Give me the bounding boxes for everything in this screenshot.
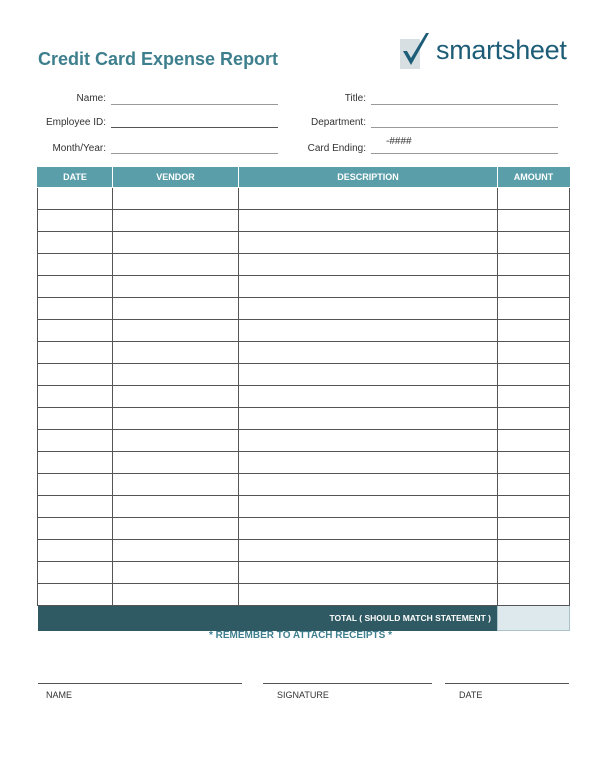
card-ending-field[interactable] xyxy=(371,153,558,154)
vendor-cell[interactable] xyxy=(113,430,239,452)
table-row xyxy=(38,210,570,232)
vendor-cell[interactable] xyxy=(113,342,239,364)
description-cell[interactable] xyxy=(239,452,498,474)
month-year-field[interactable] xyxy=(111,153,278,154)
description-cell[interactable] xyxy=(239,210,498,232)
date-signature-label: DATE xyxy=(459,690,483,700)
date-cell[interactable] xyxy=(38,342,113,364)
table-row xyxy=(38,408,570,430)
date-cell[interactable] xyxy=(38,254,113,276)
amount-cell[interactable] xyxy=(498,232,570,254)
vendor-cell[interactable] xyxy=(113,474,239,496)
description-cell[interactable] xyxy=(239,408,498,430)
vendor-cell[interactable] xyxy=(113,320,239,342)
table-row xyxy=(38,254,570,276)
vendor-cell[interactable] xyxy=(113,276,239,298)
title-field[interactable] xyxy=(371,104,558,105)
total-amount-cell[interactable] xyxy=(498,606,570,631)
date-cell[interactable] xyxy=(38,320,113,342)
date-cell[interactable] xyxy=(38,188,113,210)
table-row xyxy=(38,276,570,298)
date-cell[interactable] xyxy=(38,298,113,320)
amount-cell[interactable] xyxy=(498,276,570,298)
description-cell[interactable] xyxy=(239,298,498,320)
amount-cell[interactable] xyxy=(498,298,570,320)
date-cell[interactable] xyxy=(38,232,113,254)
date-cell[interactable] xyxy=(38,364,113,386)
description-cell[interactable] xyxy=(239,496,498,518)
vendor-cell[interactable] xyxy=(113,210,239,232)
amount-cell[interactable] xyxy=(498,562,570,584)
amount-cell[interactable] xyxy=(498,518,570,540)
logo-text: smartsheet xyxy=(436,35,567,65)
date-cell[interactable] xyxy=(38,276,113,298)
date-column-header: DATE xyxy=(38,167,113,188)
date-cell[interactable] xyxy=(38,540,113,562)
vendor-cell[interactable] xyxy=(113,562,239,584)
card-ending-value: -#### xyxy=(386,136,412,147)
amount-cell[interactable] xyxy=(498,540,570,562)
amount-cell[interactable] xyxy=(498,188,570,210)
table-row xyxy=(38,386,570,408)
date-cell[interactable] xyxy=(38,496,113,518)
employee-id-label: Employee ID: xyxy=(45,117,106,128)
date-cell[interactable] xyxy=(38,518,113,540)
name-signature-line[interactable] xyxy=(38,683,242,684)
description-cell[interactable] xyxy=(239,188,498,210)
card-ending-label: Card Ending: xyxy=(307,143,366,154)
table-row xyxy=(38,474,570,496)
vendor-cell[interactable] xyxy=(113,254,239,276)
vendor-cell[interactable] xyxy=(113,386,239,408)
signature-line[interactable] xyxy=(263,683,432,684)
table-row xyxy=(38,364,570,386)
vendor-cell[interactable] xyxy=(113,298,239,320)
page-title: Credit Card Expense Report xyxy=(38,49,279,69)
description-cell[interactable] xyxy=(239,474,498,496)
amount-cell[interactable] xyxy=(498,364,570,386)
name-label: Name: xyxy=(76,93,106,104)
expense-table xyxy=(37,167,570,631)
signature-label: SIGNATURE xyxy=(277,690,329,700)
amount-cell[interactable] xyxy=(498,496,570,518)
vendor-cell[interactable] xyxy=(113,408,239,430)
table-row xyxy=(38,540,570,562)
check-mark-icon xyxy=(398,31,434,73)
date-cell[interactable] xyxy=(38,408,113,430)
description-cell[interactable] xyxy=(239,342,498,364)
description-cell[interactable] xyxy=(239,254,498,276)
vendor-cell[interactable] xyxy=(113,452,239,474)
name-signature-label: NAME xyxy=(46,690,73,700)
date-signature-line[interactable] xyxy=(445,683,569,684)
total-label: TOTAL ( SHOULD MATCH STATEMENT ) xyxy=(38,606,498,631)
description-cell[interactable] xyxy=(239,386,498,408)
table-row xyxy=(38,342,570,364)
table-row xyxy=(38,320,570,342)
description-cell[interactable] xyxy=(239,232,498,254)
table-row xyxy=(38,298,570,320)
amount-cell[interactable] xyxy=(498,430,570,452)
vendor-cell[interactable] xyxy=(113,518,239,540)
date-cell[interactable] xyxy=(38,474,113,496)
vendor-cell[interactable] xyxy=(113,364,239,386)
vendor-cell[interactable] xyxy=(113,188,239,210)
date-cell[interactable] xyxy=(38,210,113,232)
amount-cell[interactable] xyxy=(498,210,570,232)
description-cell[interactable] xyxy=(239,562,498,584)
vendor-cell[interactable] xyxy=(113,540,239,562)
amount-cell[interactable] xyxy=(498,584,570,606)
description-column-header: DESCRIPTION xyxy=(239,167,498,188)
date-cell[interactable] xyxy=(38,452,113,474)
vendor-cell[interactable] xyxy=(113,232,239,254)
smartsheet-logo xyxy=(398,31,588,73)
description-cell[interactable] xyxy=(239,430,498,452)
description-cell[interactable] xyxy=(239,584,498,606)
title-label: Title: xyxy=(344,93,366,104)
description-cell[interactable] xyxy=(239,364,498,386)
amount-cell[interactable] xyxy=(498,342,570,364)
amount-column-header: AMOUNT xyxy=(498,167,570,188)
amount-cell[interactable] xyxy=(498,452,570,474)
amount-cell[interactable] xyxy=(498,320,570,342)
amount-cell[interactable] xyxy=(498,386,570,408)
table-row xyxy=(38,232,570,254)
date-cell[interactable] xyxy=(38,584,113,606)
amount-cell[interactable] xyxy=(498,474,570,496)
department-field[interactable] xyxy=(371,127,558,128)
employee-id-field[interactable] xyxy=(111,127,278,128)
table-row xyxy=(38,496,570,518)
vendor-cell[interactable] xyxy=(113,496,239,518)
table-row xyxy=(38,452,570,474)
amount-cell[interactable] xyxy=(498,408,570,430)
vendor-cell[interactable] xyxy=(113,584,239,606)
name-field[interactable] xyxy=(111,104,278,105)
amount-cell[interactable] xyxy=(498,254,570,276)
department-label: Department: xyxy=(310,117,366,128)
table-row xyxy=(38,584,570,606)
date-cell[interactable] xyxy=(38,430,113,452)
reminder-text: * REMEMBER TO ATTACH RECEIPTS * xyxy=(209,630,392,641)
date-cell[interactable] xyxy=(38,386,113,408)
vendor-column-header: VENDOR xyxy=(113,167,239,188)
description-cell[interactable] xyxy=(239,276,498,298)
description-cell[interactable] xyxy=(239,518,498,540)
table-row xyxy=(38,562,570,584)
description-cell[interactable] xyxy=(239,320,498,342)
table-row xyxy=(38,518,570,540)
date-cell[interactable] xyxy=(38,562,113,584)
table-row xyxy=(38,188,570,210)
table-row xyxy=(38,430,570,452)
month-year-label: Month/Year: xyxy=(52,143,106,154)
description-cell[interactable] xyxy=(239,540,498,562)
